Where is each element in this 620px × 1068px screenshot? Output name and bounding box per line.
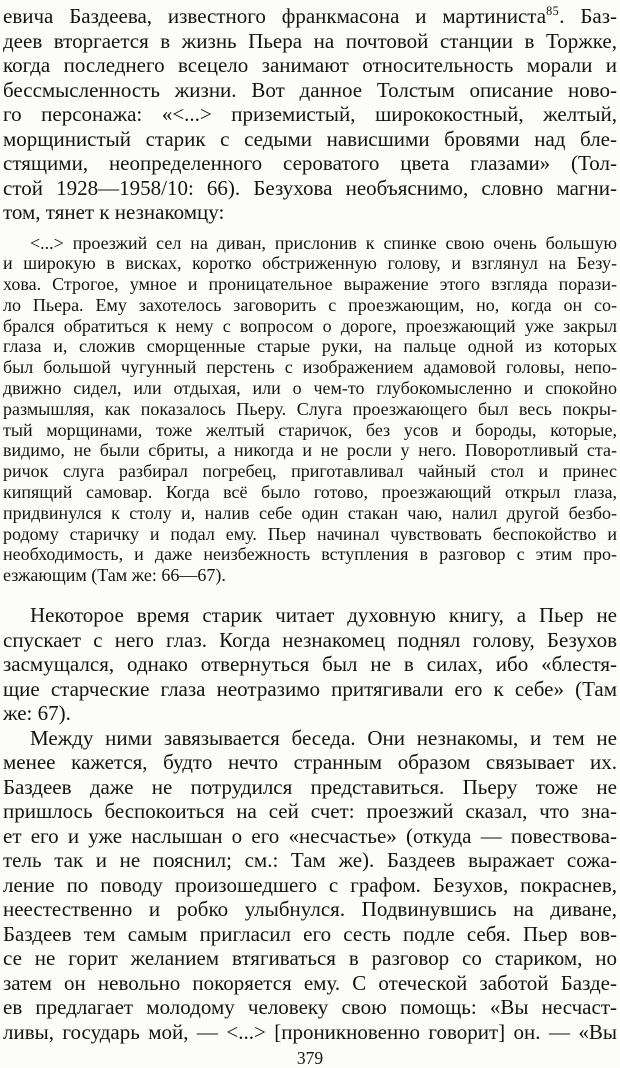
block-quote	[3, 233, 617, 587]
text-line: когда последнего всецело занимают относительность морали и	[3, 53, 617, 77]
text-line: спускает с него глаз. Когда незнакомец поднял голову, Безухов	[3, 627, 617, 652]
text-line: ло Пьера. Ему захотелось заговорить с проезжающим, но, когда он со-	[3, 294, 617, 315]
text-line: Между ними завязывается беседа. Они незнакомы, и тем не	[30, 725, 617, 750]
text-line: ричок слуга разбирал погребец, приготавливал чайный стол и принес	[3, 461, 617, 482]
text-line: кипящий самовар. Когда всё было готово, проезжающий открыл глаза,	[3, 482, 617, 503]
text-line: неестественно и робко улыбнулся. Подвинувшись на диване,	[3, 897, 617, 922]
text-line: щие старческие глаза неотразимо притягивали его к себе» (Там	[3, 676, 617, 701]
text-line: стой 1928—1958/10: 66). Безухова необъяснимо, словно магни-	[3, 175, 617, 200]
text-line: пришлось беспокоиться на сей счет: проезжий сказал, что зна-	[3, 799, 617, 824]
text-line: го персонажа: «<...> приземистый, ширококостный, желтый,	[3, 102, 617, 126]
text-line: Некоторое время старик читает духовную книгу, а Пьер не	[30, 603, 617, 628]
text-line: тый морщинами, тоже желтый старичок, без усов и бороды, которые,	[3, 419, 617, 440]
text-line: ливы, государь мой, — <...> [проникновенно говорит] он. — «Вы	[3, 1019, 617, 1044]
text-line: родому старичку и подал ему. Пьер начинал чувствовать беспокойство и	[3, 523, 617, 544]
paragraph-3	[3, 726, 617, 1045]
page-number: 379	[296, 1048, 324, 1068]
text-line: и широкую в висках, коротко обстриженную голову, и взглянул на Безу-	[3, 253, 617, 274]
text-line: Баздеев тем самым пригласил его сесть подле себя. Пьер вов-	[3, 921, 617, 946]
text-line: се не горит желанием втягиваться в разговор со стариком, но	[3, 946, 617, 971]
text-line: морщинистый старик с седыми нависшими бровями над бле-	[3, 126, 617, 151]
text-line: брался обратиться к нему с вопросом о дороге, проезжающий уже закрыл	[3, 315, 617, 336]
text-line: менее кажется, будто нечто странным образом связывает их.	[3, 750, 617, 775]
text-line: видимо, не были сбриты, а никогда и не росли у него. Поворотливый ста-	[3, 440, 617, 461]
text-line: стящими, неопределенного сероватого цвета глазами» (Тол-	[3, 151, 617, 175]
footnote-marker: 85	[546, 4, 560, 18]
text-line: глаза и, сложив сморщенные старые руки, на пальце одной из которых	[3, 336, 617, 357]
text-line: Баздеев даже не потрудился представиться. Пьеру тоже не	[3, 774, 617, 799]
text-line: же: 67).	[3, 701, 71, 726]
text-blocks	[3, 4, 617, 1044]
text-line: тель так и не пояснил; см.: Там же). Баздеев выражает сожа-	[3, 848, 617, 873]
text-line: деев вторгается в жизнь Пьера на почтовой станции в Торжке,	[3, 28, 617, 53]
paragraph-continued	[3, 4, 617, 225]
text-line: том, тянет к незнакомцу:	[3, 200, 225, 224]
text-line: ление по поводу произошедшего с графом. Безухов, покраснев,	[3, 872, 617, 897]
text-line: засмущался, однако отвернуться был не в силах, ибо «блестя-	[3, 652, 617, 677]
text-line: бессмысленность жизни. Вот данное Толстым описание ново-	[3, 77, 617, 102]
text-line: движно сидел, или отдыхая, или о чем-то глубокомысленно и спокойно	[3, 378, 617, 399]
text-line: хова. Строгое, умное и проницательное выражение этого взгляда порази-	[3, 274, 617, 295]
text-line: <...> проезжий сел на диван, прислонив к спинке свою очень большую	[30, 232, 617, 253]
text-line: затем он невольно покоряется ему. С отеческой заботой Базде-	[3, 970, 617, 995]
paragraph-2	[3, 603, 617, 726]
text-line: ев предлагает молодому человеку свою помощь: «Вы несчаст-	[3, 995, 617, 1020]
text-line: необходимость, и даже неизбежность вступления в разговор с этим про-	[3, 544, 617, 565]
text-line: езжающим (Там же: 66—67).	[3, 565, 226, 586]
text-line: размышляя, как показалось Пьеру. Слуга проезжающего был весь покры-	[3, 398, 617, 419]
text-line: евича Баздеева, известного франкмасона и мартиниста$^{85}$. Баз-	[3, 4, 618, 28]
text-line: придвинулся к столу и, налив себе один стакан чаю, налил другой безбо-	[3, 502, 617, 523]
text-line: ет его и уже наслышан о его «несчастье» (откуда — повествова-	[3, 823, 617, 848]
text-line: был большой чугунный перстень с изображением адамовой головы, непо-	[3, 357, 617, 378]
